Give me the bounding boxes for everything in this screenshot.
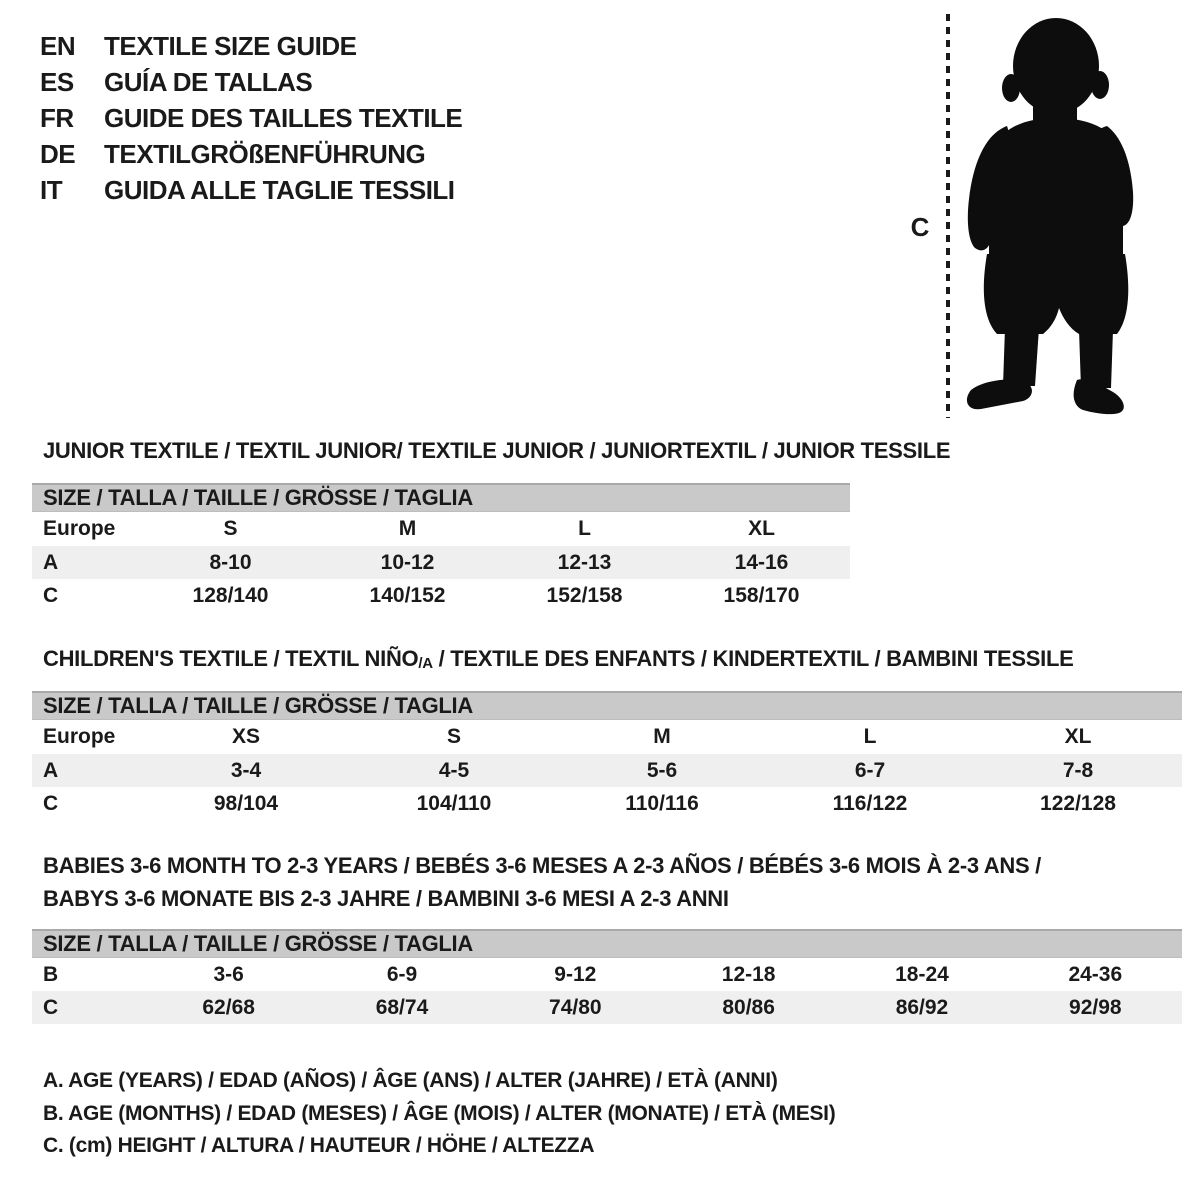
size-label-row (32, 512, 850, 546)
legend (43, 1069, 835, 1167)
value-cell: 5-6 (646, 758, 678, 782)
value-cell: 18-24 (895, 962, 949, 986)
value-cell: 24-36 (1068, 962, 1123, 986)
section-title (43, 434, 950, 467)
size-cell: L (863, 725, 877, 748)
language-row-it (40, 172, 462, 208)
value-cell: 7-8 (1062, 758, 1094, 782)
value-cell: 152/158 (546, 583, 623, 607)
legend-line-c: C. (cm) HEIGHT / ALTURA / HAUTEUR / HÖHE / ALTEZZA (43, 1134, 595, 1157)
value-cell: 158/170 (723, 583, 800, 607)
language-row-es (40, 64, 462, 100)
measurement-row-label: A (43, 758, 59, 782)
title-text: JUNIOR TEXTILE / TEXTIL JUNIOR/ TEXTILE JUNIOR / JUNIORTEXTIL / JUNIOR TESSILE (43, 438, 951, 463)
language-title: TEXTILGRÖßENFÜHRUNG (104, 138, 426, 169)
title-text: BABYS 3-6 MONATE BIS 2-3 JAHRE / BAMBINI 3-6 MESI A 2-3 ANNI (43, 886, 729, 911)
measurement-row-label: B (43, 962, 59, 986)
measurement-row-a (32, 546, 850, 579)
value-cell: 4-5 (438, 758, 470, 782)
value-cell: 86/92 (895, 995, 949, 1019)
measurement-row-c (32, 991, 1182, 1024)
value-cell: 6-7 (854, 758, 886, 782)
size-cell: XL (1064, 725, 1092, 748)
section-title (43, 642, 1073, 678)
size-cell: S (446, 725, 461, 748)
size-header-bar (32, 929, 1182, 958)
value-cell: 140/152 (369, 583, 446, 607)
section-title-line (43, 849, 1041, 882)
section-title-line (43, 434, 950, 467)
size-cell: S (223, 517, 238, 540)
height-measure-dashed-line (946, 14, 950, 418)
measurement-row-c (32, 579, 850, 612)
size-header-bar-label: SIZE / TALLA / TAILLE / GRÖSSE / TAGLIA (43, 931, 473, 956)
value-cell: 74/80 (549, 995, 602, 1019)
value-cell: 92/98 (1069, 995, 1122, 1019)
measurement-row-label: C (43, 995, 59, 1019)
section-title (43, 849, 1041, 915)
value-cell: 12-13 (557, 550, 612, 574)
measurement-row-c (32, 787, 1182, 820)
value-cell: 80/86 (722, 995, 775, 1019)
legend-line-a: A. AGE (YEARS) / EDAD (AÑOS) / ÂGE (ANS) / ALTER (JAHRE) / ETÀ (ANNI) (43, 1069, 778, 1092)
region-label: Europe (43, 725, 116, 748)
measurement-row-label: A (43, 550, 59, 574)
section-babies (32, 849, 1182, 1029)
section-title-line (43, 642, 1073, 678)
value-cell: 10-12 (380, 550, 435, 574)
legend-line-b: B. AGE (MONTHS) / EDAD (MESES) / ÂGE (MOIS) / ALTER (MONATE) / ETÀ (MESI) (43, 1101, 836, 1125)
size-table (32, 691, 1182, 820)
value-cell: 14-16 (734, 550, 789, 574)
value-cell: 104/110 (416, 791, 492, 815)
section-children (32, 642, 1182, 822)
size-cell: M (653, 725, 671, 748)
language-code: EN (40, 30, 76, 61)
value-cell: 62/68 (202, 995, 255, 1019)
title-subscript: /A (418, 655, 433, 672)
value-cell: 12-18 (721, 962, 776, 986)
value-cell: 3-4 (230, 758, 262, 782)
size-table (32, 483, 850, 612)
size-header-bar-label: SIZE / TALLA / TAILLE / GRÖSSE / TAGLIA (43, 693, 473, 718)
value-cell: 9-12 (554, 962, 597, 986)
measurement-row-b (32, 958, 1182, 991)
value-cell: 122/128 (1040, 791, 1116, 815)
language-code: FR (40, 102, 74, 133)
value-cell: 128/140 (192, 583, 269, 607)
value-cell: 68/74 (375, 995, 429, 1019)
title-text: BABIES 3-6 MONTH TO 2-3 YEARS / BEBÉS 3-6 MESES A 2-3 AÑOS / BÉBÉS 3-6 MOIS À 2-3 ANS / (43, 853, 1041, 878)
value-cell: 116/122 (832, 791, 908, 815)
size-label-row (32, 720, 1182, 754)
size-header-bar-label: SIZE / TALLA / TAILLE / GRÖSSE / TAGLIA (43, 485, 473, 510)
language-title: GUIDE DES TAILLES TEXTILE (104, 102, 463, 133)
measurement-row-label: C (43, 583, 59, 607)
title-text: CHILDREN'S TEXTILE / TEXTIL NIÑO (43, 646, 419, 671)
language-title: GUIDA ALLE TAGLIE TESSILI (104, 174, 455, 205)
height-measure-label: C (910, 212, 930, 242)
size-table (32, 929, 1182, 1024)
value-cell: 3-6 (213, 962, 244, 986)
section-junior (32, 434, 951, 614)
size-cell: XS (231, 725, 260, 748)
language-row-fr (40, 100, 462, 136)
language-title: TEXTILE SIZE GUIDE (104, 30, 357, 61)
size-cell: XL (748, 517, 775, 540)
language-code: IT (40, 174, 63, 205)
toddler-silhouette-icon (963, 14, 1147, 420)
size-header-bar (32, 691, 1182, 720)
value-cell: 6-9 (386, 962, 418, 986)
language-title: GUÍA DE TALLAS (104, 66, 313, 97)
title-text: / TEXTILE DES ENFANTS / KINDERTEXTIL / BAMBINI TESSILE (432, 646, 1074, 671)
language-code: ES (40, 66, 74, 97)
measurement-row-label: C (43, 791, 59, 815)
size-cell: M (398, 517, 417, 540)
size-cell: L (578, 517, 591, 540)
value-cell: 110/116 (625, 791, 699, 815)
section-title-line (43, 882, 1041, 915)
language-row-de (40, 136, 462, 172)
value-cell: 8-10 (209, 550, 252, 574)
measurement-row-a (32, 754, 1182, 787)
language-row-en (40, 28, 462, 64)
size-header-bar (32, 483, 850, 512)
language-title-list (40, 28, 462, 208)
language-code: DE (40, 138, 76, 169)
region-label: Europe (43, 517, 116, 540)
value-cell: 98/104 (213, 791, 279, 815)
